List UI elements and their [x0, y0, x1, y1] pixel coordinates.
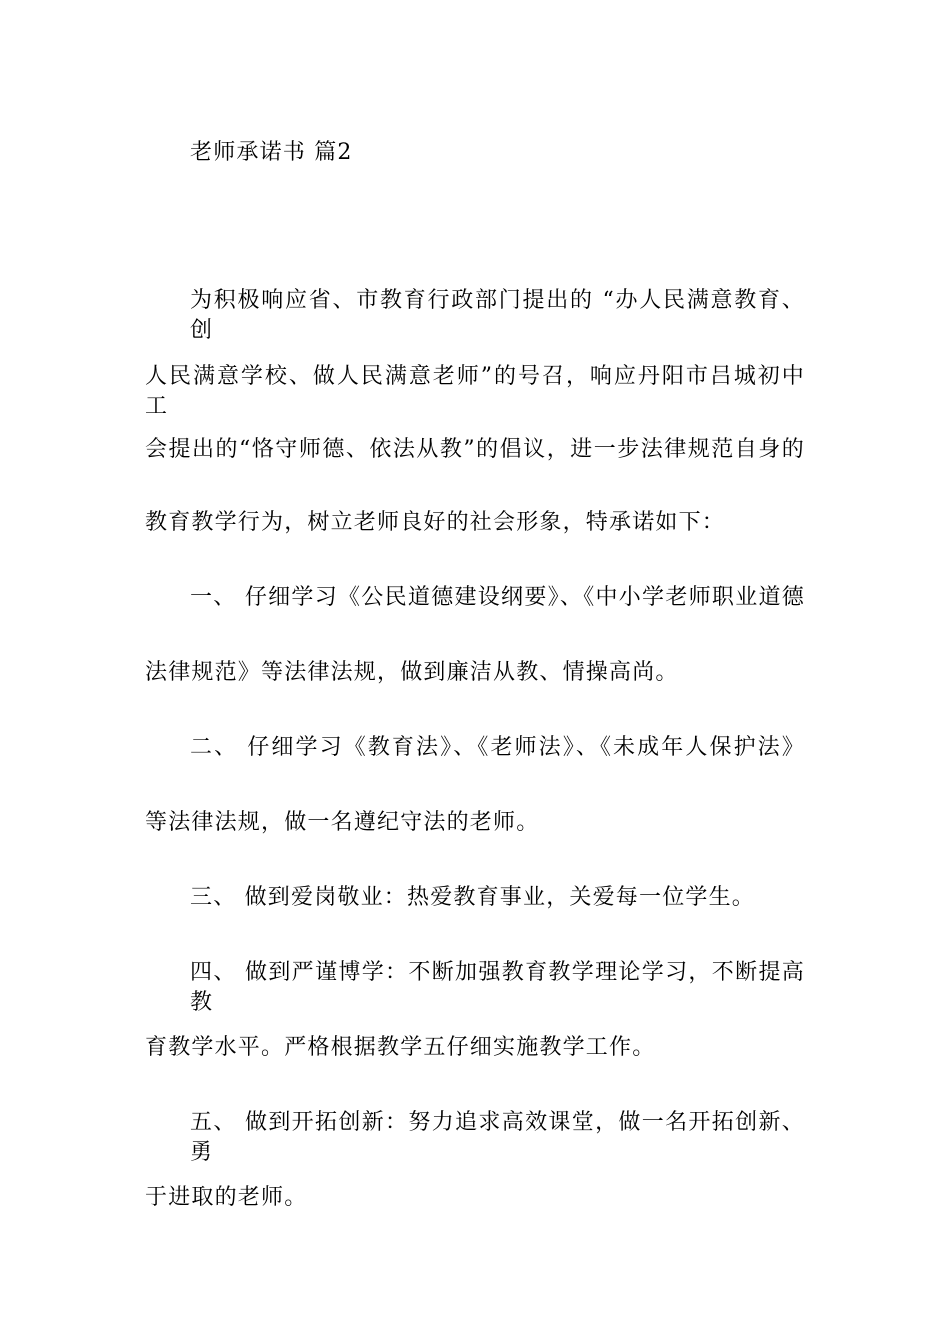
- paragraph-line: 育教学水平。严格根据教学五仔细实施教学工作。: [145, 1035, 656, 1060]
- document-title: 老师承诺书 篇2: [190, 140, 353, 165]
- paragraph-line: 等法律法规，做一名遵纪守法的老师。: [145, 810, 540, 835]
- paragraph-line: 二、 仔细学习《教育法》、《老师法》、《未成年人保护法》: [190, 735, 805, 760]
- paragraph-line: 法律规范》等法律法规，做到廉洁从教、情操高尚。: [145, 660, 679, 685]
- paragraph-line: 五、 做到开拓创新：努力追求高效课堂，做一名开拓创新、勇: [190, 1110, 805, 1165]
- paragraph-line: 教育教学行为，树立老师良好的社会形象，特承诺如下：: [145, 510, 726, 535]
- paragraph-line: 人民满意学校、做人民满意老师”的号召，响应丹阳市吕城初中工: [145, 364, 805, 419]
- paragraph-line: 四、 做到严谨博学：不断加强教育教学理论学习，不断提高教: [190, 960, 805, 1015]
- paragraph-line: 一、 仔细学习《公民道德建设纲要》、《中小学老师职业道德: [190, 585, 805, 610]
- paragraph-line: 三、 做到爱岗敬业：热爱教育事业，关爱每一位学生。: [190, 885, 755, 910]
- paragraph-line: 会提出的“恪守师德、依法从教”的倡议，进一步法律规范自身的: [145, 437, 805, 462]
- paragraph-line: 为积极响应省、市教育行政部门提出的 “办人民满意教育、创: [190, 288, 805, 343]
- paragraph-line: 于进取的老师。: [145, 1185, 308, 1210]
